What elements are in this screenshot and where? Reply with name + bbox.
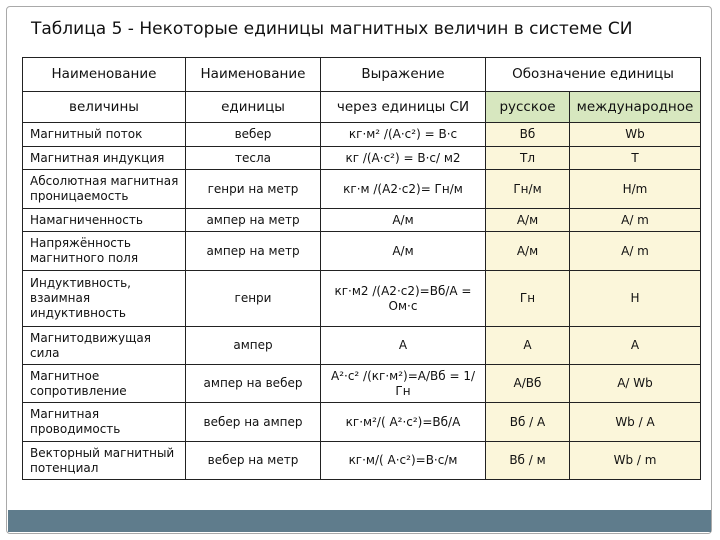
- unit-name: ампер на метр: [186, 209, 321, 232]
- table-row: [23, 209, 701, 232]
- russian-symbol: А/м: [486, 232, 570, 271]
- header-designation: Обозначение единицы: [486, 58, 701, 92]
- si-expression: А²·с² /(кг·м²)=А/Вб = 1/Гн: [321, 365, 486, 403]
- international-symbol: H: [570, 271, 701, 327]
- si-expression: кг·м/( А·с²)=В·с/м: [321, 442, 486, 480]
- international-symbol: A/ m: [570, 209, 701, 232]
- unit-name: ампер на вебер: [186, 365, 321, 403]
- quantity-name: Магнитное сопротивление: [23, 365, 186, 403]
- header-quantity-bottom: величины: [23, 92, 186, 123]
- quantity-name: Намагниченность: [23, 209, 186, 232]
- si-expression: кг·м /(А2·с2)= Гн/м: [321, 170, 486, 209]
- russian-symbol: Гн: [486, 271, 570, 327]
- si-expression: кг·м2 /(А2·с2)=Вб/А = Ом·с: [321, 271, 486, 327]
- si-expression: кг·м²/( А²·с²)=Вб/А: [321, 403, 486, 442]
- russian-symbol: Вб / А: [486, 403, 570, 442]
- header-row-1: [23, 58, 701, 92]
- quantity-name: Магнитодвижущая сила: [23, 327, 186, 365]
- international-symbol: A: [570, 327, 701, 365]
- table-row: [23, 403, 701, 442]
- table-row: [23, 365, 701, 403]
- quantity-name: Индуктивность, взаимная индуктивность: [23, 271, 186, 327]
- header-unit-top: Наименование: [186, 58, 321, 92]
- header-quantity-top: Наименование: [23, 58, 186, 92]
- header-expression-top: Выражение: [321, 58, 486, 92]
- bottom-accent-bar: [8, 510, 711, 532]
- russian-symbol: А/м: [486, 209, 570, 232]
- unit-name: генри: [186, 271, 321, 327]
- international-symbol: A/ Wb: [570, 365, 701, 403]
- international-symbol: Wb / m: [570, 442, 701, 480]
- table-row: [23, 123, 701, 147]
- si-expression: А: [321, 327, 486, 365]
- header-expression-bottom: через единицы СИ: [321, 92, 486, 123]
- unit-name: генри на метр: [186, 170, 321, 209]
- header-unit-bottom: единицы: [186, 92, 321, 123]
- international-symbol: Wb / A: [570, 403, 701, 442]
- international-symbol: Wb: [570, 123, 701, 147]
- unit-name: ампер: [186, 327, 321, 365]
- table-row: [23, 442, 701, 480]
- header-international: международное: [570, 92, 701, 123]
- header-row-2: [23, 92, 701, 123]
- quantity-name: Абсолютная магнитная проницаемость: [23, 170, 186, 209]
- russian-symbol: Вб / м: [486, 442, 570, 480]
- unit-name: ампер на метр: [186, 232, 321, 271]
- table-row: [23, 147, 701, 170]
- si-expression: А/м: [321, 232, 486, 271]
- table-row: [23, 327, 701, 365]
- unit-name: вебер на ампер: [186, 403, 321, 442]
- russian-symbol: Вб: [486, 123, 570, 147]
- table-row: [23, 271, 701, 327]
- russian-symbol: Гн/м: [486, 170, 570, 209]
- unit-name: вебер на метр: [186, 442, 321, 480]
- russian-symbol: А/Вб: [486, 365, 570, 403]
- quantity-name: Магнитный поток: [23, 123, 186, 147]
- unit-name: тесла: [186, 147, 321, 170]
- quantity-name: Магнитная индукция: [23, 147, 186, 170]
- quantity-name: Магнитная проводимость: [23, 403, 186, 442]
- russian-symbol: А: [486, 327, 570, 365]
- unit-name: вебер: [186, 123, 321, 147]
- magnetic-units-table: [22, 57, 701, 480]
- international-symbol: T: [570, 147, 701, 170]
- international-symbol: H/m: [570, 170, 701, 209]
- international-symbol: A/ m: [570, 232, 701, 271]
- si-expression: кг·м² /(А·с²) = В·с: [321, 123, 486, 147]
- page-title: Таблица 5 - Некоторые единицы магнитных величин в системе СИ: [31, 19, 633, 39]
- quantity-name: Напряжённость магнитного поля: [23, 232, 186, 271]
- si-expression: А/м: [321, 209, 486, 232]
- table-row: [23, 232, 701, 271]
- si-expression: кг /(А·с²) = В·с/ м2: [321, 147, 486, 170]
- table-row: [23, 170, 701, 209]
- header-russian: русское: [486, 92, 570, 123]
- quantity-name: Векторный магнитный потенциал: [23, 442, 186, 480]
- russian-symbol: Тл: [486, 147, 570, 170]
